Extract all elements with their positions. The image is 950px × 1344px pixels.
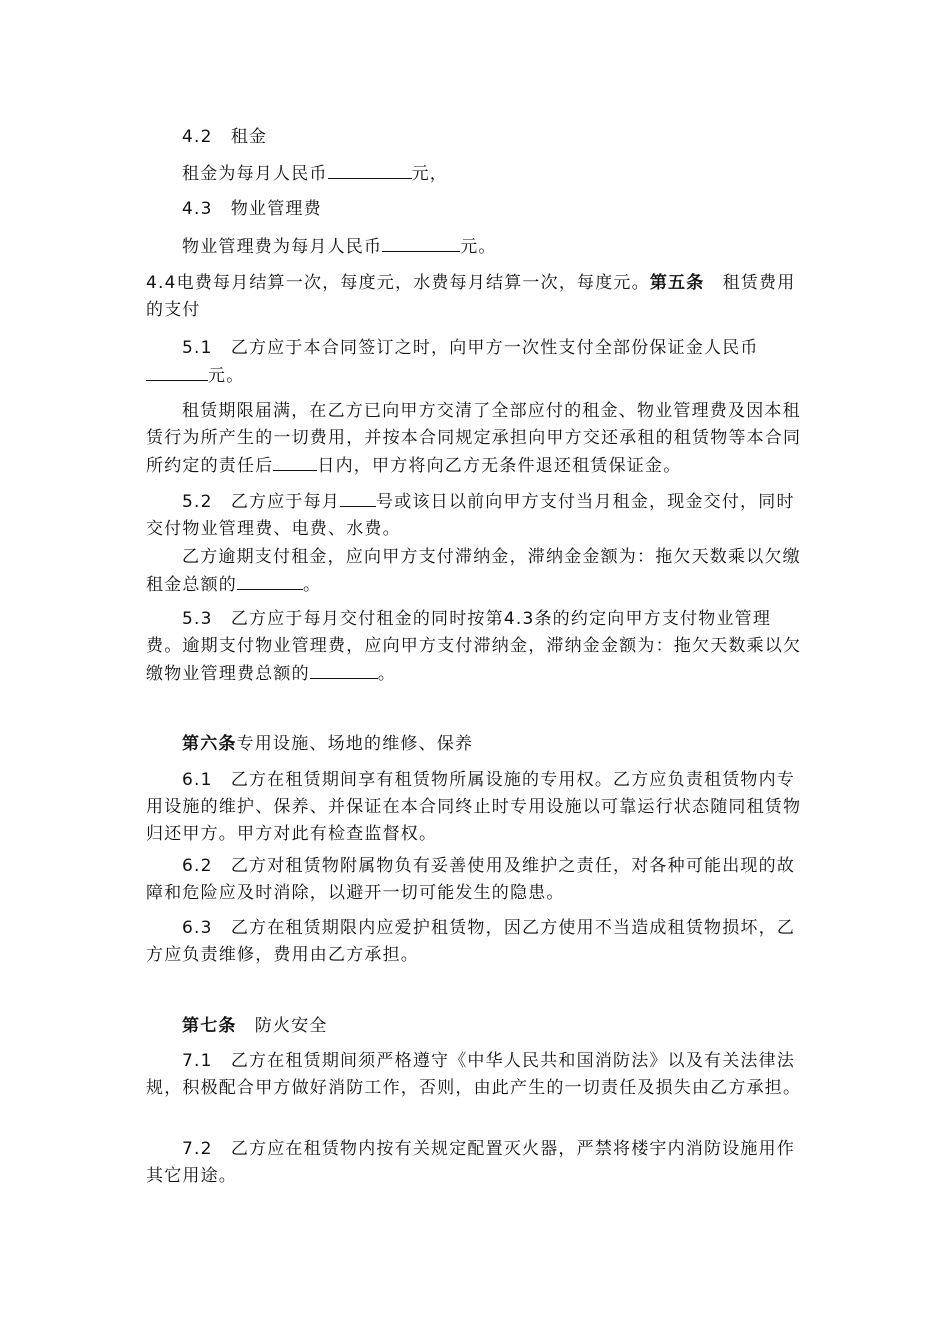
late-fee-rate-blank xyxy=(237,571,303,590)
section-6-2 xyxy=(146,853,806,907)
section-4-2-title xyxy=(182,124,842,151)
late-fee-text-end: 。 xyxy=(303,575,322,595)
section-5-1-deposit-refund xyxy=(146,398,806,480)
section-4-4-and-article-5 xyxy=(146,270,806,324)
section-6-3-text: 6.3 乙方在租赁期限内应爱护租赁物，因乙方使用不当造成租赁物损坏，乙方应负责维修，费用由乙方承担。 xyxy=(146,918,796,965)
section-5-3 xyxy=(146,606,806,688)
section-5-3-text: 5.3 乙方应于每月交付租金的同时按第4.3条的约定向甲方支付物业管理费。逾期支付物业管理费，应向甲方支付滞纳金，滞纳金金额为：拖欠天数乘以欠缴物业管理费总额的 xyxy=(146,609,802,684)
section-6-1 xyxy=(146,767,806,848)
deposit-refund-text: 租赁期限届满，在乙方已向甲方交清了全部应付的租金、物业管理费及因本租赁行为所产生的一切费用，并按本合同规定承担向甲方交还承租的租赁物等本合同所约定的责任后 xyxy=(146,401,802,476)
section-7-1-text: 7.1 乙方在租赁期间须严格遵守《中华人民共和国消防法》以及有关法律法规，积极配合甲方做好消防工作，否则，由此产生的一切责任及损失由乙方承担。 xyxy=(146,1051,802,1098)
section-5-1-unit: 元。 xyxy=(208,366,245,386)
management-fee-text: 物业管理费为每月人民币 xyxy=(182,237,383,257)
management-late-fee-blank xyxy=(310,660,378,679)
payment-day-blank xyxy=(340,488,376,507)
late-fee-text: 乙方逾期支付租金，应向甲方支付滞纳金，滞纳金金额为：拖欠天数乘以欠缴租金总额的 xyxy=(146,547,801,595)
section-7-1 xyxy=(146,1048,806,1102)
rent-unit-text: 元， xyxy=(411,164,449,184)
article-6-heading: 专用设施、场地的维修、保养 xyxy=(236,734,474,754)
article-6-heading-line xyxy=(182,731,842,758)
section-5-3-text-end: 。 xyxy=(377,664,397,684)
section-7-2 xyxy=(146,1136,806,1190)
section-5-1-text: 5.1 乙方应于本合同签订之时，向甲方一次性支付全部份保证金人民币 xyxy=(182,338,759,358)
section-5-2-late-fee xyxy=(146,544,806,599)
section-5-1 xyxy=(146,335,806,390)
rent-amount-blank xyxy=(328,160,412,179)
article-5-heading: 租赁费用的支付 xyxy=(146,273,796,320)
section-5-2 xyxy=(146,488,806,543)
management-fee-unit-text: 元。 xyxy=(460,237,497,257)
utility-fee-text: 4.4电费每月结算一次，每度元，水费每月结算一次，每度元。 xyxy=(146,273,650,293)
section-6-2-text: 6.2 乙方对租赁物附属物负有妥善使用及维护之责任，对各种可能出现的故障和危险应及时消除，以避开一切可能发生的隐患。 xyxy=(146,856,796,903)
article-7-heading-line xyxy=(182,1013,842,1040)
section-4-2-title-text: 4.2 租金 xyxy=(182,127,268,147)
section-6-1-text: 6.1 乙方在租赁期间享有租赁物所属设施的专用权。乙方应负责租赁物内专用设施的维护、保养、并保证在本合同终止时专用设施以可靠运行状态随同租赁物归还甲方。甲方对此有检查监督权。 xyxy=(146,770,802,844)
section-6-3 xyxy=(146,915,806,969)
deposit-refund-text-end: 日内，甲方将向乙方无条件退还租赁保证金。 xyxy=(317,456,682,476)
section-4-3-body xyxy=(182,233,842,261)
deposit-amount-blank xyxy=(146,362,208,381)
article-7-heading: 防火安全 xyxy=(236,1016,328,1036)
section-4-3-title-text: 4.3 物业管理费 xyxy=(182,199,322,219)
management-fee-blank xyxy=(382,233,460,252)
section-4-2-body xyxy=(182,160,842,188)
section-5-2-text: 5.2 乙方应于每月 xyxy=(182,492,341,512)
article-6-title: 第六条 xyxy=(182,734,237,754)
rent-text: 租金为每月人民币 xyxy=(182,164,328,184)
article-7-title: 第七条 xyxy=(182,1016,237,1036)
article-5-title: 第五条 xyxy=(649,273,705,293)
section-7-2-text: 7.2 乙方应在租赁物内按有关规定配置灭火器，严禁将楼宇内消防设施用作其它用途。 xyxy=(146,1139,796,1186)
section-4-3-title xyxy=(182,196,842,223)
section-5-2-text-end: 号或该日以前向甲方支付当月租金，现金交付，同时交付物业管理费、电费、水费。 xyxy=(146,492,795,539)
refund-days-blank xyxy=(273,452,317,471)
